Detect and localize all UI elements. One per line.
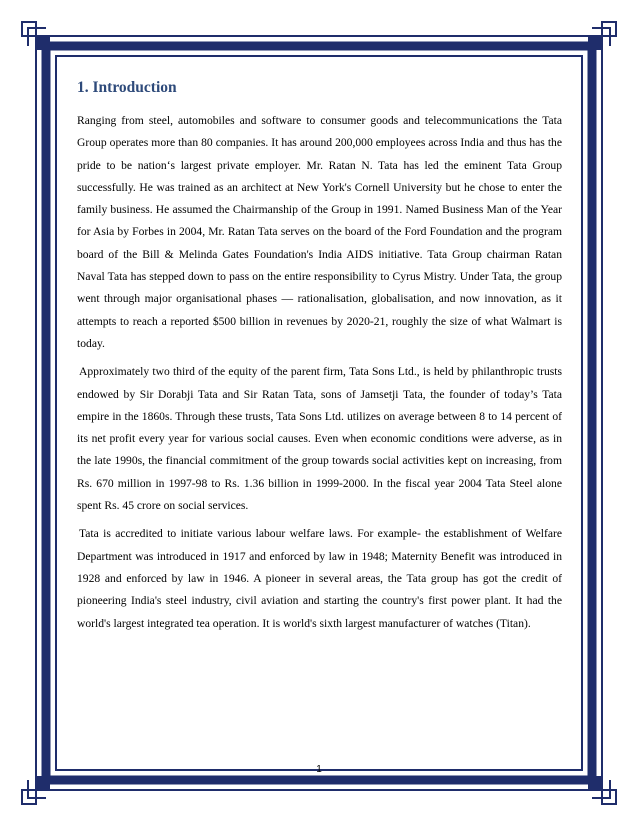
section-heading: 1. Introduction xyxy=(77,79,177,96)
paragraph-2: Approximately two third of the equity of the parent firm, Tata Sons Ltd., is held by philanthropic trusts endowed by Sir Dorabji Tata and Sir Ratan Tata, sons of Jamsetji Tata, the founder of today’s Tata empire in the 1860s. Through these trusts, Tata Sons Ltd. utilizes on average between 8 to 14 percent of its net profit every year for various social causes. Even when economic conditions were adverse, as in the late 1990s, the financial commitment of the group towards social activities kept on increasing, from Rs. 670 million in 1997-98 to Rs. 1.36 billion in 1999-2000. In the fiscal year 2004 Tata Steel alone spent Rs. 45 crore on social services. xyxy=(77,365,562,513)
page-content xyxy=(77,78,562,641)
page-number: 1 xyxy=(316,764,322,775)
paragraph-3: Tata is accredited to initiate various labour welfare laws. For example- the establishment of Welfare Department was introduced in 1917 and enforced by law in 1948; Maternity Benefit was introduced in 1928 and enforced by law in 1946. A pioneer in several areas, the Tata group has got the credit of pioneering India's steel industry, civil aviation and starting the country's first power plant. It had the world's largest integrated tea operation. It is world's sixth largest manufacturer of watches (Titan). xyxy=(77,527,562,630)
paragraph-1: Ranging from steel, automobiles and software to consumer goods and telecommunications the Tata Group operates more than 80 companies. It has around 200,000 employees across India and thus has the pride to be nation‘s largest private employer. Mr. Ratan N. Tata has led the eminent Tata Group successfully. He was trained as an architect at New York's Cornell University but he chose to enter the family business. He assumed the Chairmanship of the Group in 1991. Named Business Man of the Year for Asia by Forbes in 2004, Mr. Ratan Tata serves on the board of the Ford Foundation and the program board of the Bill & Melinda Gates Foundation's India AIDS initiative. Tata Group chairman Ratan Naval Tata has stepped down to pass on the entire responsibility to Cyrus Mistry. Under Tata, the group went through major organisational phases — rationalisation, globalisation, and now innovation, as it attempts to reach a reported $500 billion in revenues by 2020-21, roughly the size of what Walmart is today. xyxy=(77,114,562,350)
